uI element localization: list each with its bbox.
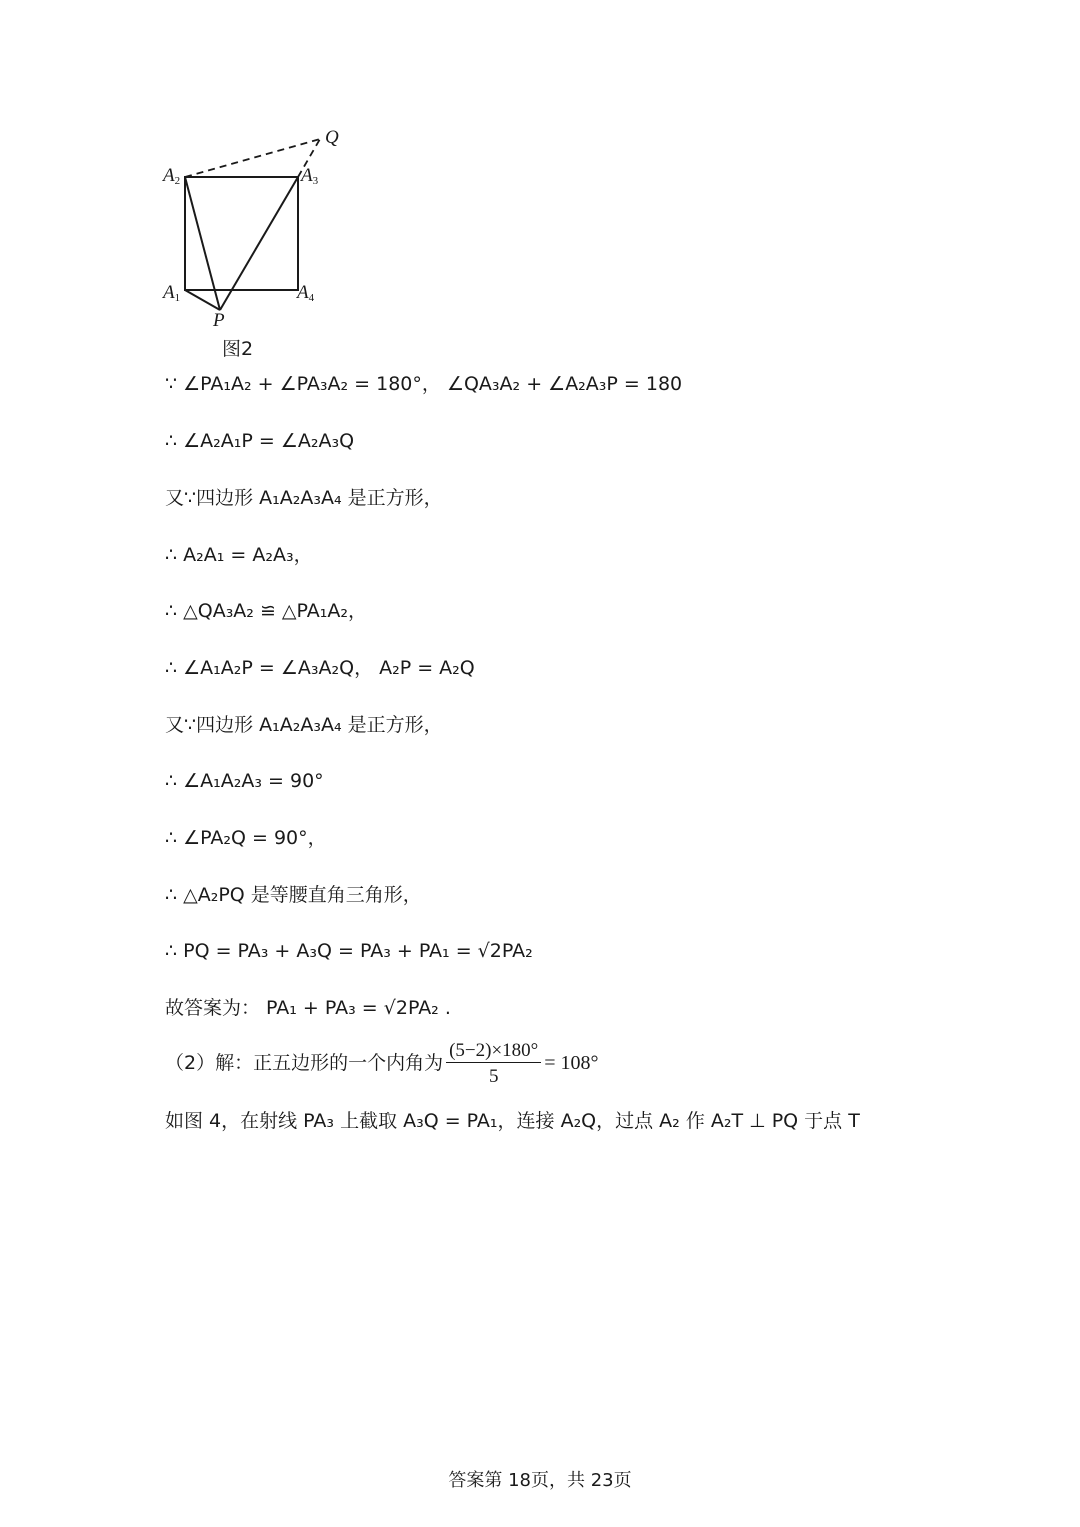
interior-angle-fraction [446, 1041, 541, 1086]
point-p-label: P [213, 310, 225, 331]
point-q-label: Q [325, 127, 339, 148]
proof-line-8: ∴ ∠A₁A₂A₃ = 90° [165, 770, 324, 792]
part-2-construction-line: 如图 4，在射线 PA₃ 上截取 A₃Q = PA₁，连接 A₂Q，过点 A₂ 作 A₂T ⊥ PQ 于点 T [165, 1110, 860, 1132]
point-a1-label: $A_1$ [163, 282, 181, 304]
proof-line-7: 又∵四边形 A₁A₂A₃A₄ 是正方形， [165, 714, 443, 736]
proof-line-11: ∴ PQ = PA₃ + A₃Q = PA₃ + PA₁ = √2PA₂ [165, 940, 533, 962]
proof-line-4: ∴ A₂A₁ = A₂A₃， [165, 544, 313, 566]
proof-line-2: ∴ ∠A₂A₁P = ∠A₂A₃Q [165, 430, 355, 452]
figure-caption: 图2 [222, 338, 254, 360]
proof-line-6: ∴ ∠A₁A₂P = ∠A₃A₂Q， A₂P = A₂Q [165, 657, 475, 679]
answer-line: 故答案为： PA₁ + PA₃ = √2PA₂ . [165, 997, 451, 1019]
fraction-denominator: 5 [488, 1066, 499, 1087]
fraction-numerator: (5−2)×180° [446, 1041, 541, 1063]
proof-line-3: 又∵四边形 A₁A₂A₃A₄ 是正方形， [165, 487, 443, 509]
proof-line-5: ∴ △QA₃A₂ ≌ △PA₁A₂， [165, 600, 368, 622]
segment-a2-q-dashed [185, 139, 320, 177]
proof-line-10: ∴ △A₂PQ 是等腰直角三角形， [165, 884, 422, 906]
square-diagram [155, 120, 385, 365]
proof-line-9: ∴ ∠PA₂Q = 90°， [165, 827, 327, 849]
proof-line-1: ∵ ∠PA₁A₂ + ∠PA₃A₂ = 180°， ∠QA₃A₂ + ∠A₂A₃P = 180 [165, 373, 683, 395]
page-footer: 答案第 18页，共 23页 [448, 1470, 632, 1491]
figure-2 [155, 120, 385, 365]
point-a2-label: $A_2$ [163, 165, 181, 187]
point-a4-label: $A_4$ [297, 282, 315, 304]
point-a3-label: $A_3$ [301, 165, 319, 187]
fraction-result: = 108° [544, 1052, 599, 1074]
part-2-text: （2）解：正五边形的一个内角为 [165, 1052, 444, 1074]
part-2-line [165, 1041, 599, 1086]
